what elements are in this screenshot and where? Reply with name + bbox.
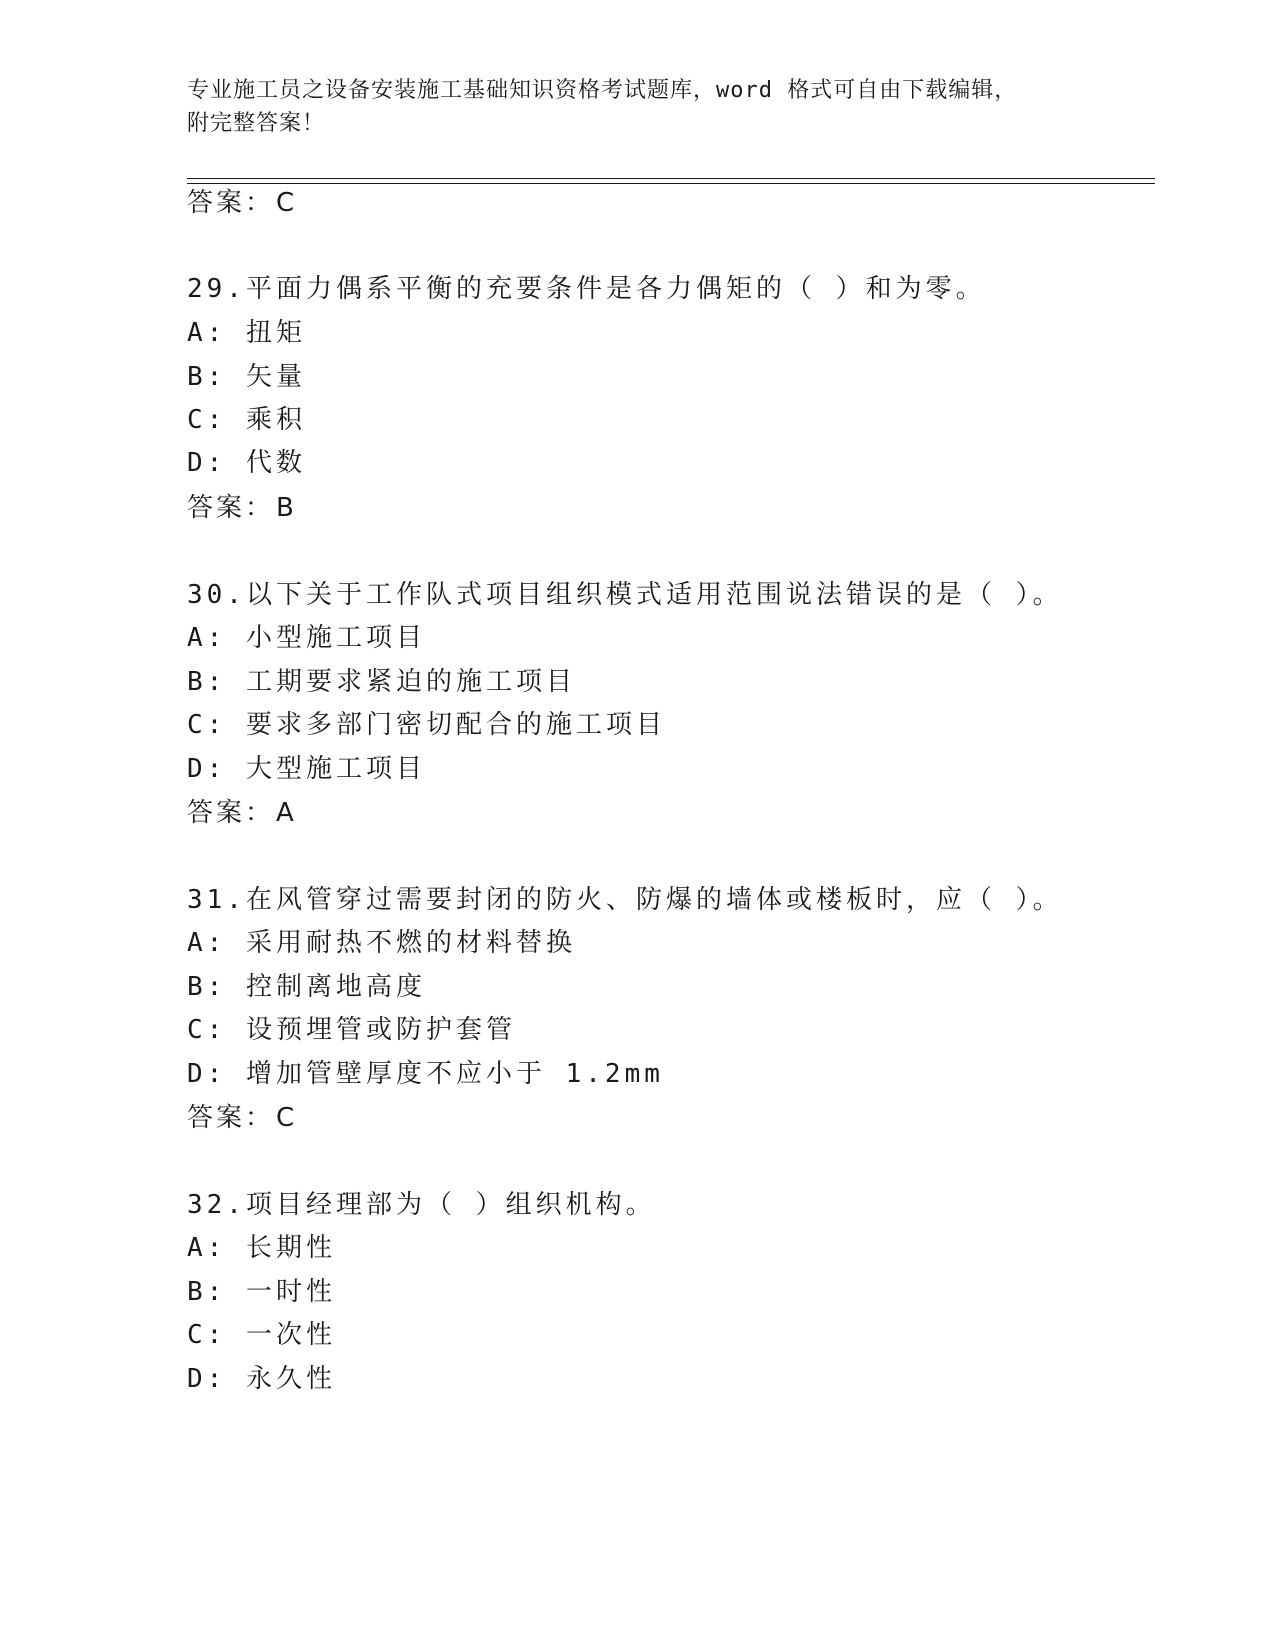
question-31-option-c: C: 设预埋管或防护套管 [187,1015,516,1045]
question-31-stem: 31.在风管穿过需要封闭的防火、防爆的墙体或楼板时，应（ ）。 [187,885,1063,915]
question-32-option-b: B: 一时性 [187,1277,336,1307]
question-31-option-d: D: 增加管壁厚度不应小于 1.2mm [187,1059,664,1089]
answer-value: B [276,493,297,523]
answer-label: 答案： [187,188,275,218]
question-32-stem: 32.项目经理部为（ ）组织机构。 [187,1190,656,1220]
question-29-answer [187,491,297,525]
question-29-option-b: B: 矢量 [187,362,306,392]
question-29-option-c: C: 乘积 [187,405,306,435]
question-29-stem: 29.平面力偶系平衡的充要条件是各力偶矩的（ ）和为零。 [187,274,986,304]
question-30-stem: 30.以下关于工作队式项目组织模式适用范围说法错误的是（ ）。 [187,580,1063,610]
document-header [187,74,1087,140]
question-30-option-c: C: 要求多部门密切配合的施工项目 [187,710,666,740]
answer-label: 答案： [187,493,275,523]
header-line-2: 附完整答案！ [187,111,326,136]
question-30-answer [187,796,297,830]
question-29-option-d: D: 代数 [187,448,306,478]
question-32-option-c: C: 一次性 [187,1320,336,1350]
question-29-option-a: A: 扭矩 [187,318,306,348]
header-divider-bottom [187,183,1155,184]
answer-label: 答案： [187,798,275,828]
question-31-option-b: B: 控制离地高度 [187,972,426,1002]
answer-value: C [276,188,298,218]
answer-value: C [276,1103,298,1133]
question-31-answer [187,1101,297,1135]
question-32-option-a: A: 长期性 [187,1233,336,1263]
answer-value: A [276,798,297,828]
header-divider-top [187,178,1155,179]
question-30-option-b: B: 工期要求紧迫的施工项目 [187,667,576,697]
question-31-option-a: A: 采用耐热不燃的材料替换 [187,928,576,958]
question-30-option-d: D: 大型施工项目 [187,754,426,784]
question-30-option-a: A: 小型施工项目 [187,623,426,653]
question-32-option-d: D: 永久性 [187,1364,336,1394]
prev-answer [187,186,297,220]
answer-label: 答案： [187,1103,275,1133]
header-line-1: 专业施工员之设备安装施工基础知识资格考试题库，word 格式可自由下载编辑， [187,78,1018,103]
